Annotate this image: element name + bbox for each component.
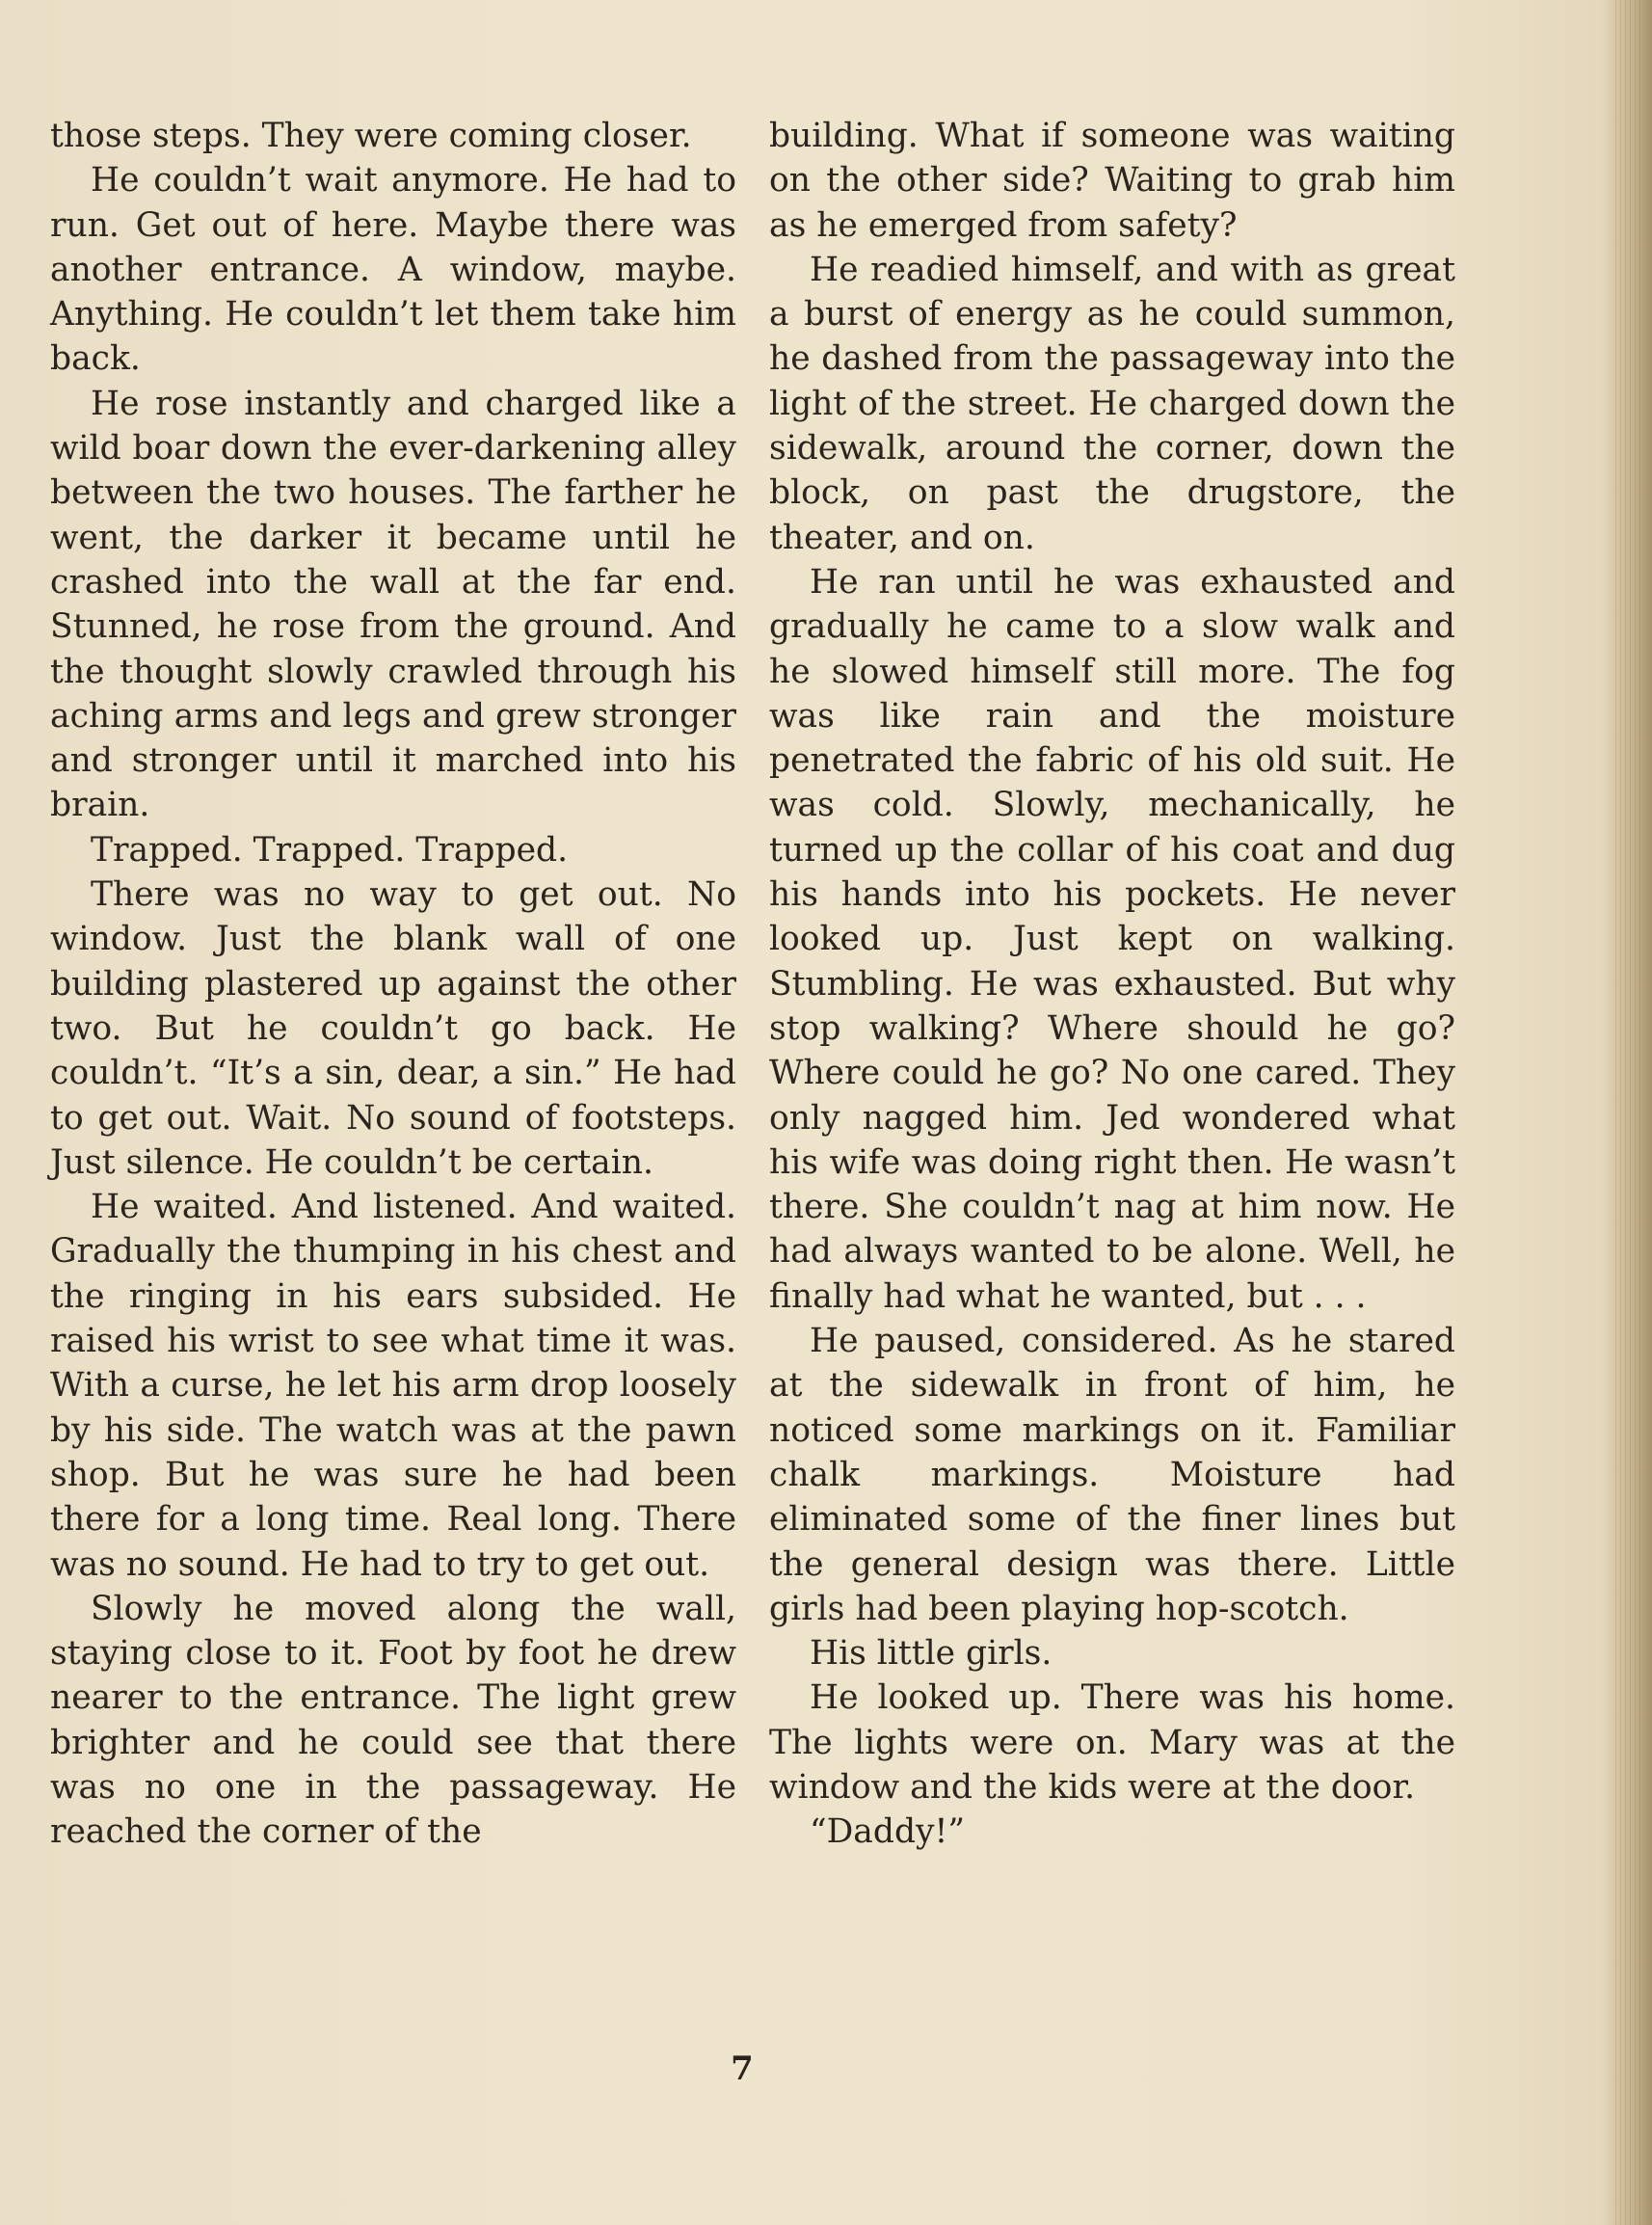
paragraph: Slowly he moved along the wall, staying close to it. Foot by foot he drew nearer to the entrance. The light grew brighter and he could see that there was no one in the passageway. He reached the corner of the xyxy=(50,1589,736,1852)
paragraph: He couldn’t wait anymore. He had to run. Get out of here. Maybe there was another entrance. A window, maybe. Anything. He couldn’t let them take him back. xyxy=(50,161,736,379)
paragraph: There was no way to get out. No window. Just the blank wall of one building plastered up against the other two. But he couldn’t go back. He couldn’t. “It’s a sin, dear, a sin.” He had to get out. Wait. No sound of footsteps. Just silence. He couldn’t be certain. xyxy=(50,875,736,1182)
paragraph: His little girls. xyxy=(810,1634,1052,1674)
right-text-column xyxy=(769,114,1455,1855)
paragraph: He readied himself, and with as great a burst of energy as he could summon, he dashed from the passageway into the light of the street. He charged down the sidewalk, around the corner, down the block, on past the drugstore, the theater, and on. xyxy=(769,250,1455,557)
paragraph: He ran until he was exhausted and gradually he came to a slow walk and he slowed himself still more. The fog was like rain and the moisture penetrated the fabric of his old suit. He was cold. Slowly, mechanically, he turned up the collar of his coat and dug his hands into his pockets. He never looked up. Just kept on walking. Stumbling. He was exhausted. But why stop walking? Where should he go? Where could he go? No one cared. They only nagged him. Jed wondered what his wife was doing right then. He wasn’t there. She couldn’t nag at him now. He had always wanted to be alone. Well, he finally had what he wanted, but . . . xyxy=(769,562,1455,1316)
paragraph: those steps. They were coming closer. xyxy=(50,117,692,155)
page-number: 7 xyxy=(731,2050,754,2088)
paragraph: “Daddy!” xyxy=(810,1812,966,1852)
page-edge-lines xyxy=(1615,0,1644,2225)
left-text-column xyxy=(50,114,736,1855)
paragraph: He waited. And listened. And waited. Gradually the thumping in his chest and the ringing in his ears subsided. He raised his wrist to see what time it was. With a curse, he let his arm drop loosely by his side. The watch was at the pawn shop. But he was sure he had been there for a long time. Real long. There was no sound. He had to try to get out. xyxy=(50,1188,736,1584)
paragraph: He rose instantly and charged like a wild boar down the ever-darkening alley between the two houses. The farther he went, the darker it became until he crashed into the wall at the far end. Stunned, he rose from the ground. And the thought slowly crawled through his aching arms and legs and grew stronger and stronger until it marched into his brain. xyxy=(50,384,736,825)
paragraph: He looked up. There was his home. The lights were on. Mary was at the window and the kids were at the door. xyxy=(769,1678,1455,1807)
paragraph: He paused, considered. As he stared at the sidewalk in front of him, he noticed some markings on it. Familiar chalk markings. Moisture had eliminated some of the finer lines but the general design was there. Little girls had been playing hop-scotch. xyxy=(769,1322,1455,1628)
paragraph: building. What if someone was waiting on the other side? Waiting to grab him as he emerged from safety? xyxy=(769,117,1455,245)
paragraph: Trapped. Trapped. Trapped. xyxy=(91,830,569,870)
